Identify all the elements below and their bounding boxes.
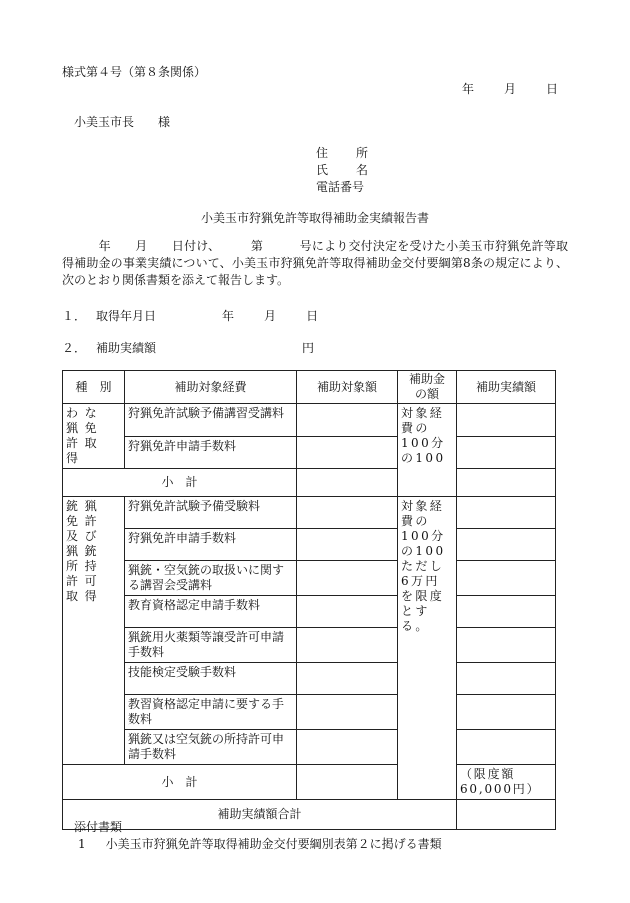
- report-date: [462, 80, 558, 97]
- group2-actual-6: [457, 663, 556, 695]
- table-row: [63, 730, 556, 765]
- item2-number: ２．: [62, 341, 87, 355]
- group2-target-1: [297, 497, 398, 529]
- address-char-2: 所: [355, 146, 368, 160]
- body-paragraph: 年 月 日付け、 第 号により交付決定を受けた小美玉市狩猟免許等取得補助金の事業実績について、小美玉市狩猟免許等取得補助金交付要綱第8条の規定により、次のとおり関係書類を添えて報告します。: [62, 239, 568, 287]
- item2-label: 補助実績額: [96, 341, 157, 355]
- table-row: [63, 561, 556, 596]
- group1-subtotal-actual: [457, 469, 556, 497]
- name-char-1: 氏: [316, 163, 329, 177]
- addressee: 小美玉市長 様: [74, 115, 171, 129]
- group2-actual-7: [457, 695, 556, 730]
- header-actual-amount: 補助実績額: [457, 371, 556, 404]
- document-title: 小美玉市狩猟免許等取得補助金実績報告書: [200, 211, 429, 225]
- group2-type: 銃猟免許及び猟銃所持許可取得: [63, 497, 125, 765]
- group1-actual-1: [457, 404, 556, 437]
- group1-actual-2: [457, 436, 556, 469]
- date-day: 日: [546, 82, 559, 96]
- applicant-name-label: [316, 161, 368, 178]
- header-expense: 補助対象経費: [125, 371, 297, 404]
- group1-target-1: [297, 404, 398, 437]
- group2-actual-5: [457, 628, 556, 663]
- item-acquisition-date: [62, 307, 318, 324]
- table-row: [63, 663, 556, 695]
- name-char-2: 名: [355, 163, 368, 177]
- group2-actual-3: [457, 561, 556, 596]
- item1-label: 取得年月日: [96, 309, 157, 323]
- applicant-address-label: [316, 144, 368, 161]
- group1-type: わな猟免許取得: [63, 404, 125, 469]
- group1-subtotal-target: [297, 469, 398, 497]
- group1-subtotal-label: 小 計: [63, 469, 297, 497]
- group2-expense-3: 猟銃・空気銃の取扱いに関する講習会受講料: [125, 561, 297, 596]
- attachment-item: [78, 835, 442, 852]
- group2-expense-1: 狩猟免許試験予備受験料: [125, 497, 297, 529]
- group2-expense-2: 狩猟免許申請手数料: [125, 529, 297, 561]
- group2-target-6: [297, 663, 398, 695]
- group1-expense-1: 狩猟免許試験予備講習受講料: [125, 404, 297, 437]
- attachment-text: 小美玉市狩猟免許等取得補助金交付要綱別表第２に掲げる書類: [105, 837, 442, 851]
- group1-subtotal-row: [63, 469, 556, 497]
- group2-actual-1: [457, 497, 556, 529]
- group2-rate: 対象経費の100分の100ただし6万円を限度とする。: [398, 497, 457, 800]
- group1-expense-2: 狩猟免許申請手数料: [125, 436, 297, 469]
- form-number: 様式第４号（第８条関係）: [62, 65, 207, 79]
- group2-expense-4: 教育資格認定申請手数料: [125, 596, 297, 628]
- group2-expense-5: 猟銃用火薬類等譲受許可申請手数料: [125, 628, 297, 663]
- attachment-number: 1: [78, 837, 86, 851]
- group2-actual-8: [457, 730, 556, 765]
- group2-limit-note: （限度額60,000円）: [457, 765, 556, 800]
- group2-target-3: [297, 561, 398, 596]
- group2-target-4: [297, 596, 398, 628]
- group2-target-2: [297, 529, 398, 561]
- table-header-row: [63, 371, 556, 404]
- group2-expense-6: 技能検定受験手数料: [125, 663, 297, 695]
- address-char-1: 住: [316, 146, 329, 160]
- item1-month: 月: [264, 309, 277, 323]
- header-target-amount: 補助対象額: [297, 371, 398, 404]
- table-row: [63, 529, 556, 561]
- group2-actual-2: [457, 529, 556, 561]
- item2-unit: 円: [302, 341, 315, 355]
- header-subsidy-rate: 補助金の額: [398, 371, 457, 404]
- group2-target-5: [297, 628, 398, 663]
- table-row: [63, 497, 556, 529]
- grand-total-value: [457, 800, 556, 830]
- table-row: [63, 404, 556, 437]
- date-month: 月: [504, 82, 517, 96]
- group2-subtotal-row: [63, 765, 556, 800]
- group2-target-8: [297, 730, 398, 765]
- table-row: [63, 436, 556, 469]
- group2-expense-7: 教習資格認定申請に要する手数料: [125, 695, 297, 730]
- table-row: [63, 628, 556, 663]
- subsidy-table: [62, 370, 556, 830]
- item-actual-amount: [62, 339, 314, 356]
- group2-target-7: [297, 695, 398, 730]
- table-row: [63, 596, 556, 628]
- attachments-heading: 添付書類: [74, 820, 123, 834]
- date-year: 年: [462, 82, 475, 96]
- item1-year: 年: [222, 309, 235, 323]
- group1-rate: 対象経費の100分の100: [398, 404, 457, 497]
- group2-subtotal-target: [297, 765, 398, 800]
- group1-target-2: [297, 436, 398, 469]
- grand-total-row: [63, 800, 556, 830]
- table-row: [63, 695, 556, 730]
- header-type: 種 別: [63, 371, 125, 404]
- item1-day: 日: [306, 309, 319, 323]
- group2-expense-8: 猟銃又は空気銃の所持許可申請手数料: [125, 730, 297, 765]
- item1-number: １．: [62, 309, 87, 323]
- group2-subtotal-label: 小 計: [63, 765, 297, 800]
- grand-total-label: 補助実績額合計: [63, 800, 457, 830]
- group2-actual-4: [457, 596, 556, 628]
- applicant-phone-label: 電話番号: [316, 180, 365, 194]
